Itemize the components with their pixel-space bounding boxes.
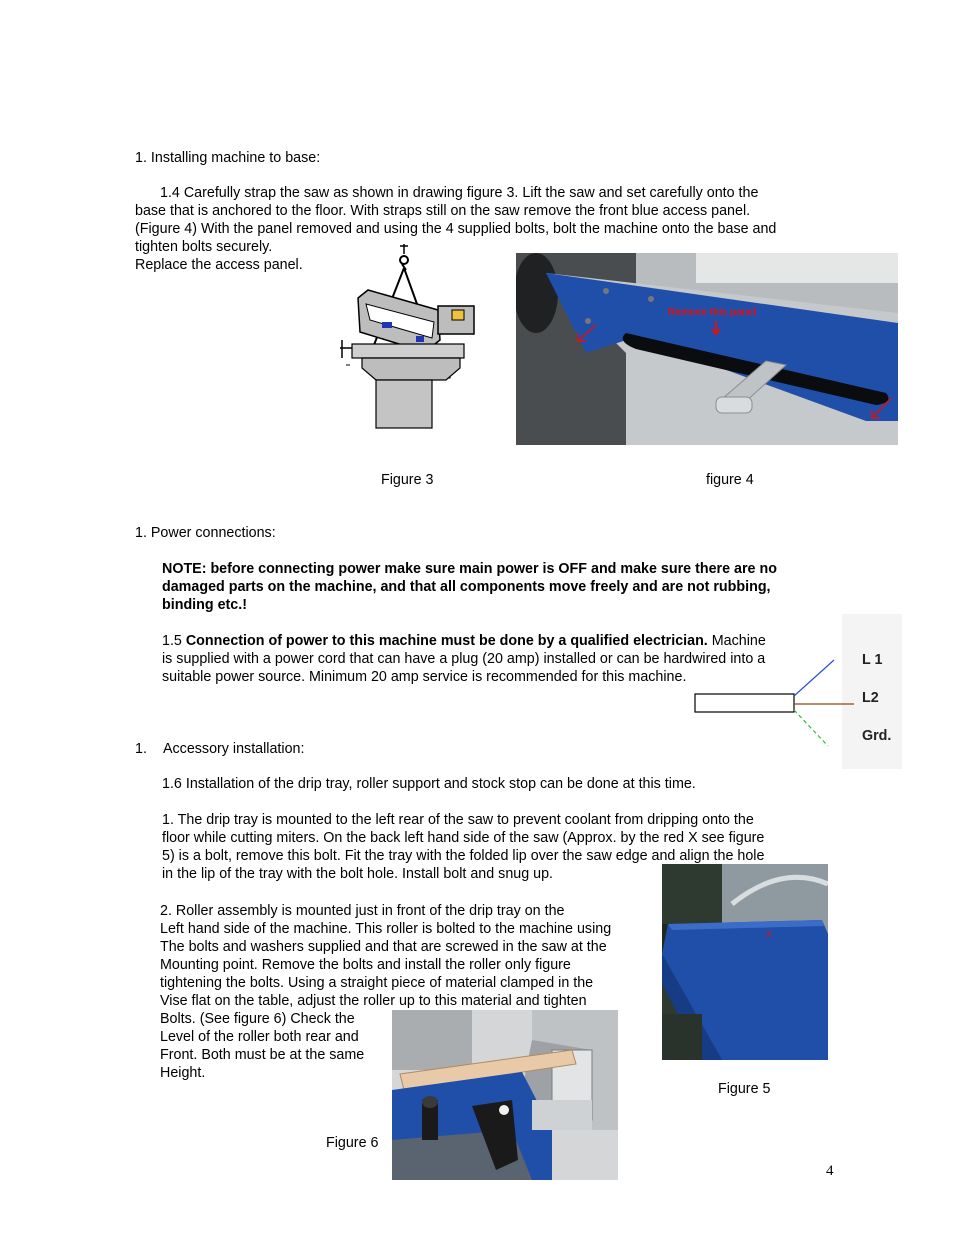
section1-line: (Figure 4) With the panel removed and using the 4 supplied bolts, bolt the machine onto the base and [135, 221, 777, 237]
drip-tray-line: in the lip of the tray with the bolt hole. Install bolt and snug up. [162, 866, 554, 882]
section-heading-installing: 1. Installing machine to base: [135, 150, 321, 166]
section-heading-accessory: Accessory installation: [163, 741, 305, 757]
figure5-red-x: x [766, 928, 772, 940]
roller-line: Height. [160, 1065, 206, 1081]
accessory-intro: 1.6 Installation of the drip tray, roller support and stock stop can be done at this time. [162, 776, 696, 792]
section1-line: Replace the access panel. [135, 257, 303, 273]
section1-line: tighten bolts securely. [135, 239, 273, 255]
figure4-caption: figure 4 [706, 472, 754, 488]
section-heading-number: 1. [135, 741, 147, 757]
figure3-lifting-drawing [330, 240, 480, 432]
power-para-bold: Connection of power to this machine must be done by a qualified electrician. [185, 633, 708, 649]
figure5-photo [662, 864, 828, 1060]
wiring-diagram [692, 614, 902, 769]
roller-line: Mounting point. Remove the bolts and install the roller only figure [160, 957, 571, 973]
roller-line: Bolts. (See figure 6) Check the [160, 1011, 355, 1027]
roller-line: tightening the bolts. Using a straight piece of material clamped in the [160, 975, 594, 991]
roller-line: The bolts and washers supplied and that are screwed in the saw at the [160, 939, 607, 955]
roller-line: 2. Roller assembly is mounted just in front of the drip tray on the [160, 903, 565, 919]
figure5-caption: Figure 5 [718, 1081, 771, 1097]
roller-line: Vise flat on the table, adjust the roller up to this material and tighten [160, 993, 587, 1009]
power-paragraph [162, 632, 766, 686]
power-note-line: binding etc.! [162, 597, 247, 613]
section1-line: base that is anchored to the floor. With straps still on the saw remove the front blue access panel. [135, 203, 751, 219]
roller-line: Level of the roller both rear and [160, 1029, 359, 1045]
roller-line: Front. Both must be at the same [160, 1047, 365, 1063]
page-number: 4 [826, 1163, 834, 1179]
section-heading-power: 1. Power connections: [135, 525, 276, 541]
figure3-caption: Figure 3 [381, 472, 434, 488]
power-para-rest: Machine [707, 633, 766, 649]
section1-line: 1.4 Carefully strap the saw as shown in drawing figure 3. Lift the saw and set carefully onto the [160, 185, 759, 201]
drip-tray-line: 5) is a bolt, remove this bolt. Fit the tray with the folded lip over the saw edge and align the hole [162, 848, 765, 864]
drip-tray-line: floor while cutting miters. On the back left hand side of the saw (Approx. by the red X see figure [162, 830, 765, 846]
figure4-photo [516, 253, 898, 445]
figure6-photo [392, 1010, 618, 1180]
drip-tray-line: 1. The drip tray is mounted to the left rear of the saw to prevent coolant from dripping onto the [162, 812, 754, 828]
power-note [162, 560, 777, 614]
wire-label-l2: L2 [862, 690, 879, 706]
power-para-line: suitable power source. Minimum 20 amp service is recommended for this machine. [162, 669, 687, 685]
power-note-line: damaged parts on the machine, and that all components move freely and are not rubbing, [162, 579, 771, 595]
wire-label-grd: Grd. [862, 728, 892, 744]
power-para-line: is supplied with a power cord that can have a plug (20 amp) installed or can be hardwired into a [162, 651, 766, 667]
wire-label-l1: L 1 [862, 652, 883, 668]
power-para-prefix: 1.5 [162, 633, 186, 649]
figure6-caption: Figure 6 [326, 1135, 379, 1151]
power-note-line: NOTE: before connecting power make sure main power is OFF and make sure there are no [162, 561, 777, 577]
figure4-annotation: Remove this panel [668, 307, 757, 318]
roller-line: Left hand side of the machine. This roller is bolted to the machine using [160, 921, 612, 937]
